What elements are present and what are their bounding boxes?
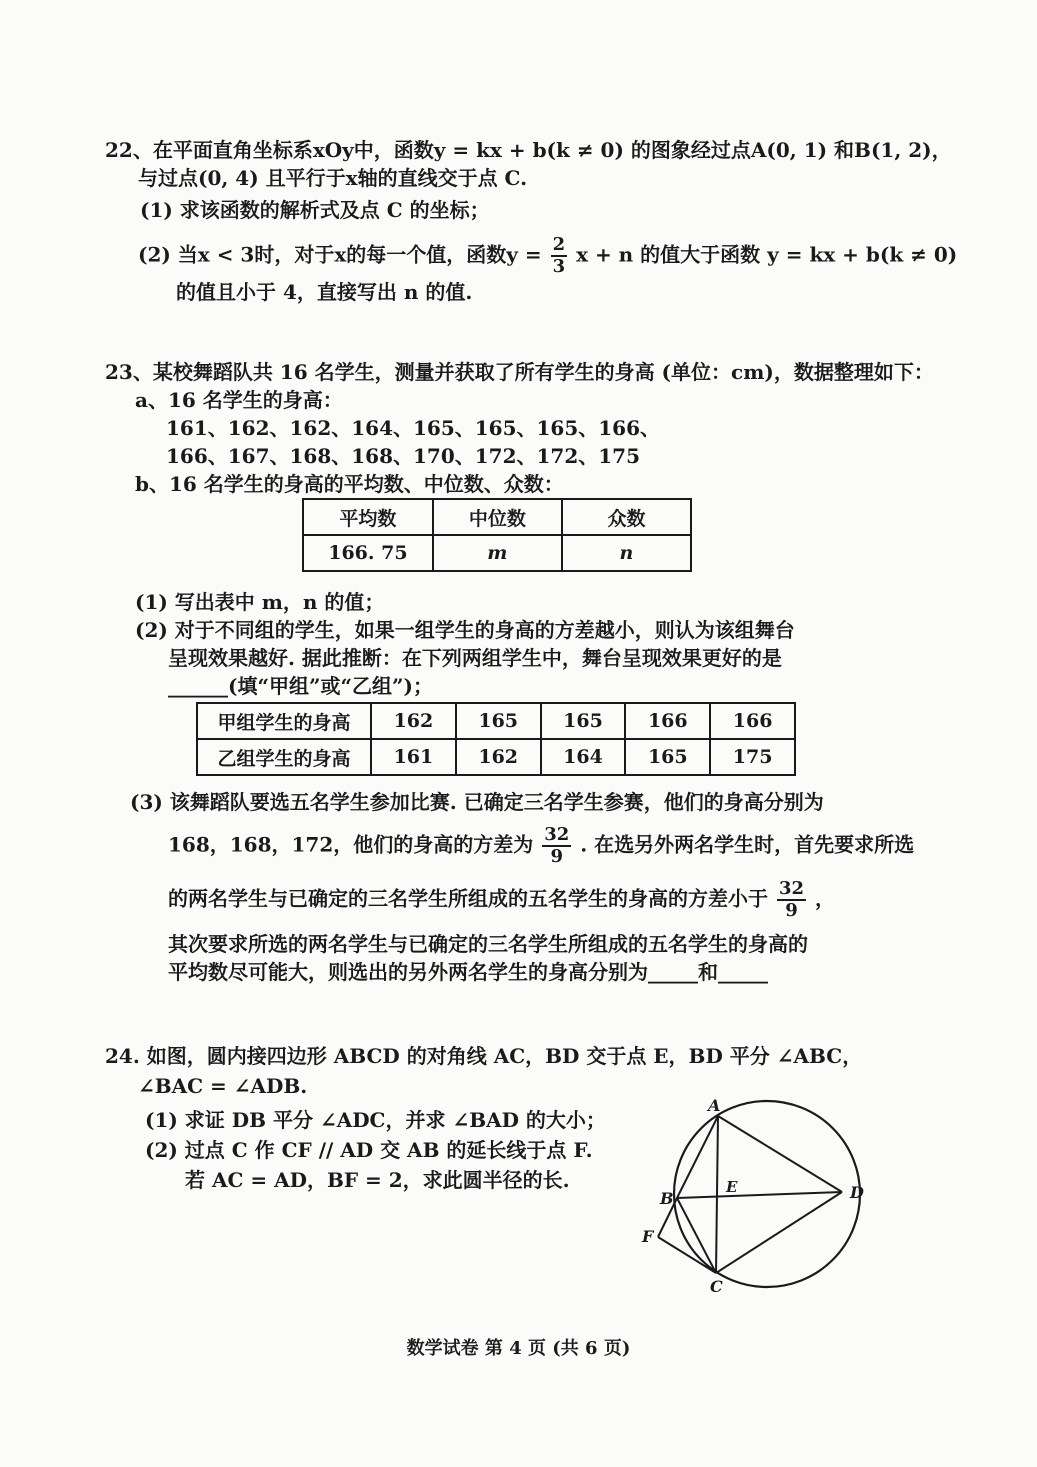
q22-part2-pre: (2) 当x < 3时，对于x的每一个值，函数y = bbox=[138, 242, 542, 267]
q23-frac-num: 32 bbox=[544, 824, 570, 845]
segment-ab bbox=[677, 1116, 718, 1198]
q23-part3-line2-post: . 在选另外两名学生时，首先要求所选 bbox=[580, 832, 915, 857]
q23-fraction-2 bbox=[777, 880, 806, 920]
q23-frac-den: 9 bbox=[550, 846, 564, 867]
q24-geometry-figure bbox=[630, 1095, 870, 1295]
q23-b-label: b、16 名学生的身高的平均数、中位数、众数： bbox=[135, 472, 564, 496]
group-a-label: 甲组学生的身高 bbox=[197, 703, 371, 739]
label-f: F bbox=[642, 1227, 654, 1246]
page-footer: 数学试卷 第 4 页 (共 6 页) bbox=[406, 1338, 631, 1359]
group-a-row bbox=[197, 703, 795, 739]
q23-frac-den: 9 bbox=[785, 900, 798, 921]
stats-value-mean: 166. 75 bbox=[303, 535, 433, 571]
group-b-label: 乙组学生的身高 bbox=[197, 739, 371, 775]
q22-fraction bbox=[551, 236, 568, 276]
stats-header-mode: 众数 bbox=[562, 499, 691, 535]
q23-part3-line2 bbox=[168, 826, 914, 866]
stats-header-row bbox=[303, 499, 691, 535]
stats-value-mode: n bbox=[562, 535, 691, 571]
stats-header-mean: 平均数 bbox=[303, 499, 433, 535]
group-b-value: 164 bbox=[541, 739, 626, 775]
q24-line2: ∠BAC = ∠ADB. bbox=[138, 1074, 308, 1098]
q22-part2-post: x + n 的值大于函数 y = kx + b(k ≠ 0) bbox=[576, 242, 958, 267]
label-d: D bbox=[850, 1183, 864, 1202]
stats-header-median: 中位数 bbox=[433, 499, 562, 535]
segment-bd bbox=[677, 1192, 842, 1198]
q23-part3-line2-pre: 168，168，172，他们的身高的方差为 bbox=[168, 832, 534, 857]
segment-cd bbox=[716, 1192, 842, 1273]
label-a: A bbox=[708, 1096, 721, 1115]
group-a-value: 162 bbox=[371, 703, 456, 739]
q23-part3-line3-post: ， bbox=[815, 886, 835, 911]
q24-line1: 24. 如图，圆内接四边形 ABCD 的对角线 AC，BD 交于点 E，BD 平分 ∠ABC， bbox=[105, 1044, 863, 1068]
q23-part3-line3-pre: 的两名学生与已确定的三名学生所组成的五名学生的身高的方差小于 bbox=[168, 886, 768, 911]
group-a-value: 166 bbox=[625, 703, 710, 739]
stats-table bbox=[302, 498, 692, 572]
groups-table bbox=[196, 702, 796, 776]
label-b: B bbox=[660, 1189, 674, 1208]
q24-part2: (2) 过点 C 作 CF // AD 交 AB 的延长线于点 F. bbox=[145, 1138, 593, 1162]
q23-part2-line3: ______(填“甲组”或“乙组”)； bbox=[168, 674, 433, 698]
group-b-value: 162 bbox=[456, 739, 541, 775]
q23-frac-num: 32 bbox=[778, 878, 805, 899]
q22-part1: (1) 求该函数的解析式及点 C 的坐标； bbox=[140, 198, 490, 222]
q24-part1: (1) 求证 DB 平分 ∠ADC，并求 ∠BAD 的大小； bbox=[145, 1108, 606, 1132]
q23-part1: (1) 写出表中 m，n 的值； bbox=[135, 590, 385, 614]
label-e: E bbox=[726, 1178, 738, 1196]
q24-part2-line2: 若 AC = AD，BF = 2，求此圆半径的长. bbox=[185, 1168, 570, 1192]
q23-line1: 23、某校舞蹈队共 16 名学生，测量并获取了所有学生的身高 (单位：cm)，数据整理如下： bbox=[105, 360, 934, 384]
q22-frac-den: 3 bbox=[552, 256, 566, 277]
q23-a-label: a、16 名学生的身高： bbox=[135, 388, 343, 412]
group-b-row bbox=[197, 739, 795, 775]
q23-part2-line1: (2) 对于不同组的学生，如果一组学生的身高的方差越小，则认为该组舞台 bbox=[135, 618, 795, 642]
group-b-value: 161 bbox=[371, 739, 456, 775]
q22-part2 bbox=[138, 236, 957, 276]
q22-frac-num: 2 bbox=[552, 234, 566, 255]
q22-line1: 22、在平面直角坐标系xOy中，函数y = kx + b(k ≠ 0) 的图象经过点A(0, 1) 和B(1, 2)， bbox=[105, 138, 952, 162]
stats-value-median: m bbox=[433, 535, 562, 571]
q23-part3-line1: (3) 该舞蹈队要选五名学生参加比赛. 已确定三名学生参赛，他们的身高分别为 bbox=[130, 790, 824, 814]
q22-part2-line2: 的值且小于 4，直接写出 n 的值. bbox=[176, 280, 473, 304]
q23-part2-line2: 呈现效果越好. 据此推断：在下列两组学生中，舞台呈现效果更好的是 bbox=[168, 646, 782, 670]
group-a-value: 165 bbox=[541, 703, 626, 739]
q23-a-row1: 161、162、162、164、165、165、165、166、 bbox=[166, 416, 660, 440]
q23-part3-line5: 平均数尽可能大，则选出的另外两名学生的身高分别为_____和_____ bbox=[168, 960, 768, 984]
stats-value-row bbox=[303, 535, 691, 571]
group-b-value: 165 bbox=[625, 739, 710, 775]
q22-line2: 与过点(0, 4) 且平行于x轴的直线交于点 C. bbox=[138, 166, 528, 190]
group-a-value: 166 bbox=[710, 703, 795, 739]
group-b-value: 175 bbox=[710, 739, 795, 775]
q23-fraction-1 bbox=[542, 826, 571, 866]
label-c: C bbox=[710, 1277, 723, 1295]
group-a-value: 165 bbox=[456, 703, 541, 739]
q23-a-row2: 166、167、168、168、170、172、172、175 bbox=[166, 444, 640, 468]
segment-ac bbox=[716, 1116, 718, 1273]
q23-part3-line3 bbox=[168, 880, 835, 920]
q23-part3-line4: 其次要求所选的两名学生与已确定的三名学生所组成的五名学生的身高的 bbox=[168, 932, 808, 956]
